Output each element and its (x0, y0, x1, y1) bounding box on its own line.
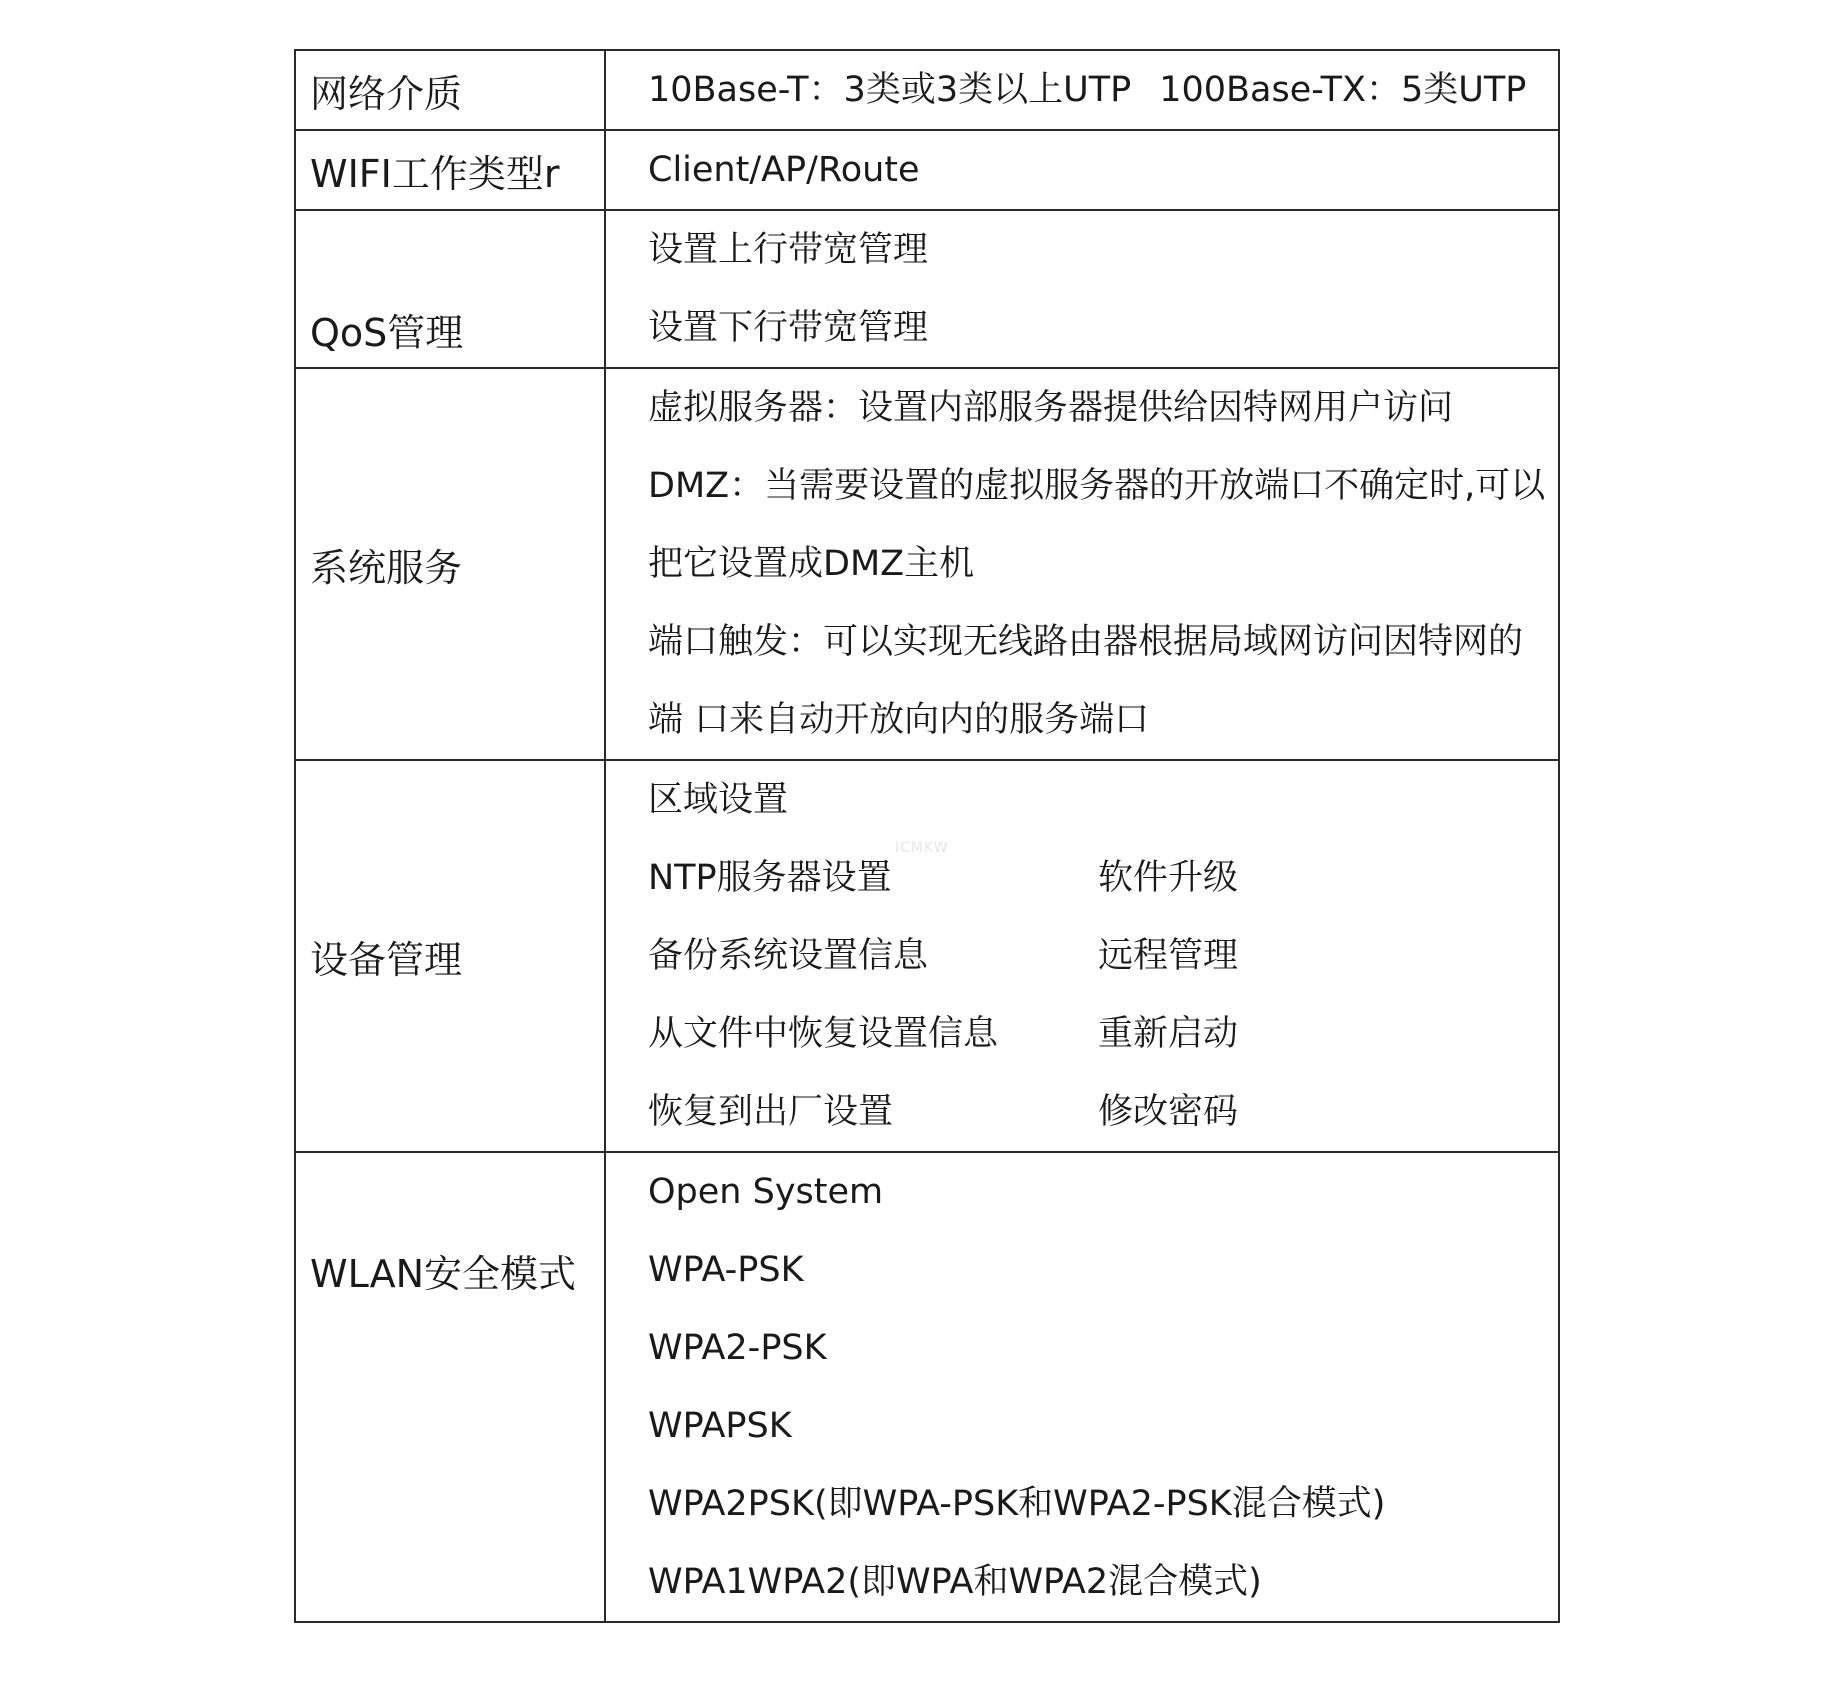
row-value-wifi-type (605, 130, 1559, 210)
value-line: Open System (648, 1172, 884, 1212)
row-label-network-medium: 网络介质 (295, 50, 605, 130)
spec-table (294, 49, 1560, 1623)
row-value-network-medium (605, 50, 1559, 130)
watermark: ICMKW (895, 840, 949, 856)
value-line: 备份系统设置信息 (648, 936, 929, 976)
row-label-wlan-security (295, 1152, 605, 1622)
row-label-qos: QoS管理 (295, 210, 605, 368)
row-label-device-management: 设备管理 (295, 760, 605, 1152)
row-label-system-services: 系统服务 (295, 368, 605, 760)
value-line: 端口触发：可以实现无线路由器根据局域网访问因特网的 (648, 622, 1524, 662)
value-line: 把它设置成DMZ主机 (648, 544, 975, 584)
value-line: DMZ：当需要设置的虚拟服务器的开放端口不确定时,可以 (648, 466, 1546, 506)
value-10base-t: 10Base-T：3类或3类以上UTP (648, 70, 1132, 110)
table-row (295, 130, 1559, 210)
value-line: 从文件中恢复设置信息 (648, 1014, 999, 1054)
value-line: 重新启动 (1098, 1014, 1239, 1054)
value-line: WPA-PSK (648, 1250, 804, 1290)
table-row (295, 50, 1559, 130)
value-line: 设置上行带宽管理 (648, 230, 929, 270)
table-row (295, 368, 1559, 760)
value-100base-tx: 100Base-TX：5类UTP (1159, 70, 1527, 110)
row-value-wlan-security (605, 1152, 1559, 1622)
value-line: 恢复到出厂设置 (648, 1092, 894, 1132)
value-line: 虚拟服务器：设置内部服务器提供给因特网用户访问 (648, 388, 1454, 428)
value-line: WPA1WPA2(即WPA和WPA2混合模式) (648, 1562, 1262, 1602)
value-grid (648, 839, 1558, 1151)
table-row (295, 1152, 1559, 1622)
value-line: 软件升级 (1098, 858, 1239, 898)
row-value-system-services (605, 368, 1559, 760)
value-line (648, 51, 1558, 129)
row-value-qos (605, 210, 1559, 368)
value-line: 修改密码 (1098, 1092, 1239, 1132)
value-line: 区域设置 (648, 780, 789, 820)
value-line: WPA2PSK(即WPA-PSK和WPA2-PSK混合模式) (648, 1484, 1386, 1524)
row-label-wifi-type: WIFI工作类型r (295, 130, 605, 210)
row-value-device-management (605, 760, 1559, 1152)
row-label-text: WLAN安全模式 (310, 1252, 577, 1296)
value-line: 端 口来自动开放向内的服务端口 (648, 700, 1150, 740)
value-line: WPA2-PSK (648, 1328, 827, 1368)
value-line: WPAPSK (648, 1406, 792, 1446)
value-line: Client/AP/Route (648, 150, 920, 190)
table-row (295, 210, 1559, 368)
value-line: NTP服务器设置 (648, 858, 892, 898)
value-line: 设置下行带宽管理 (648, 308, 929, 348)
value-line: 远程管理 (1098, 936, 1239, 976)
table-row (295, 760, 1559, 1152)
